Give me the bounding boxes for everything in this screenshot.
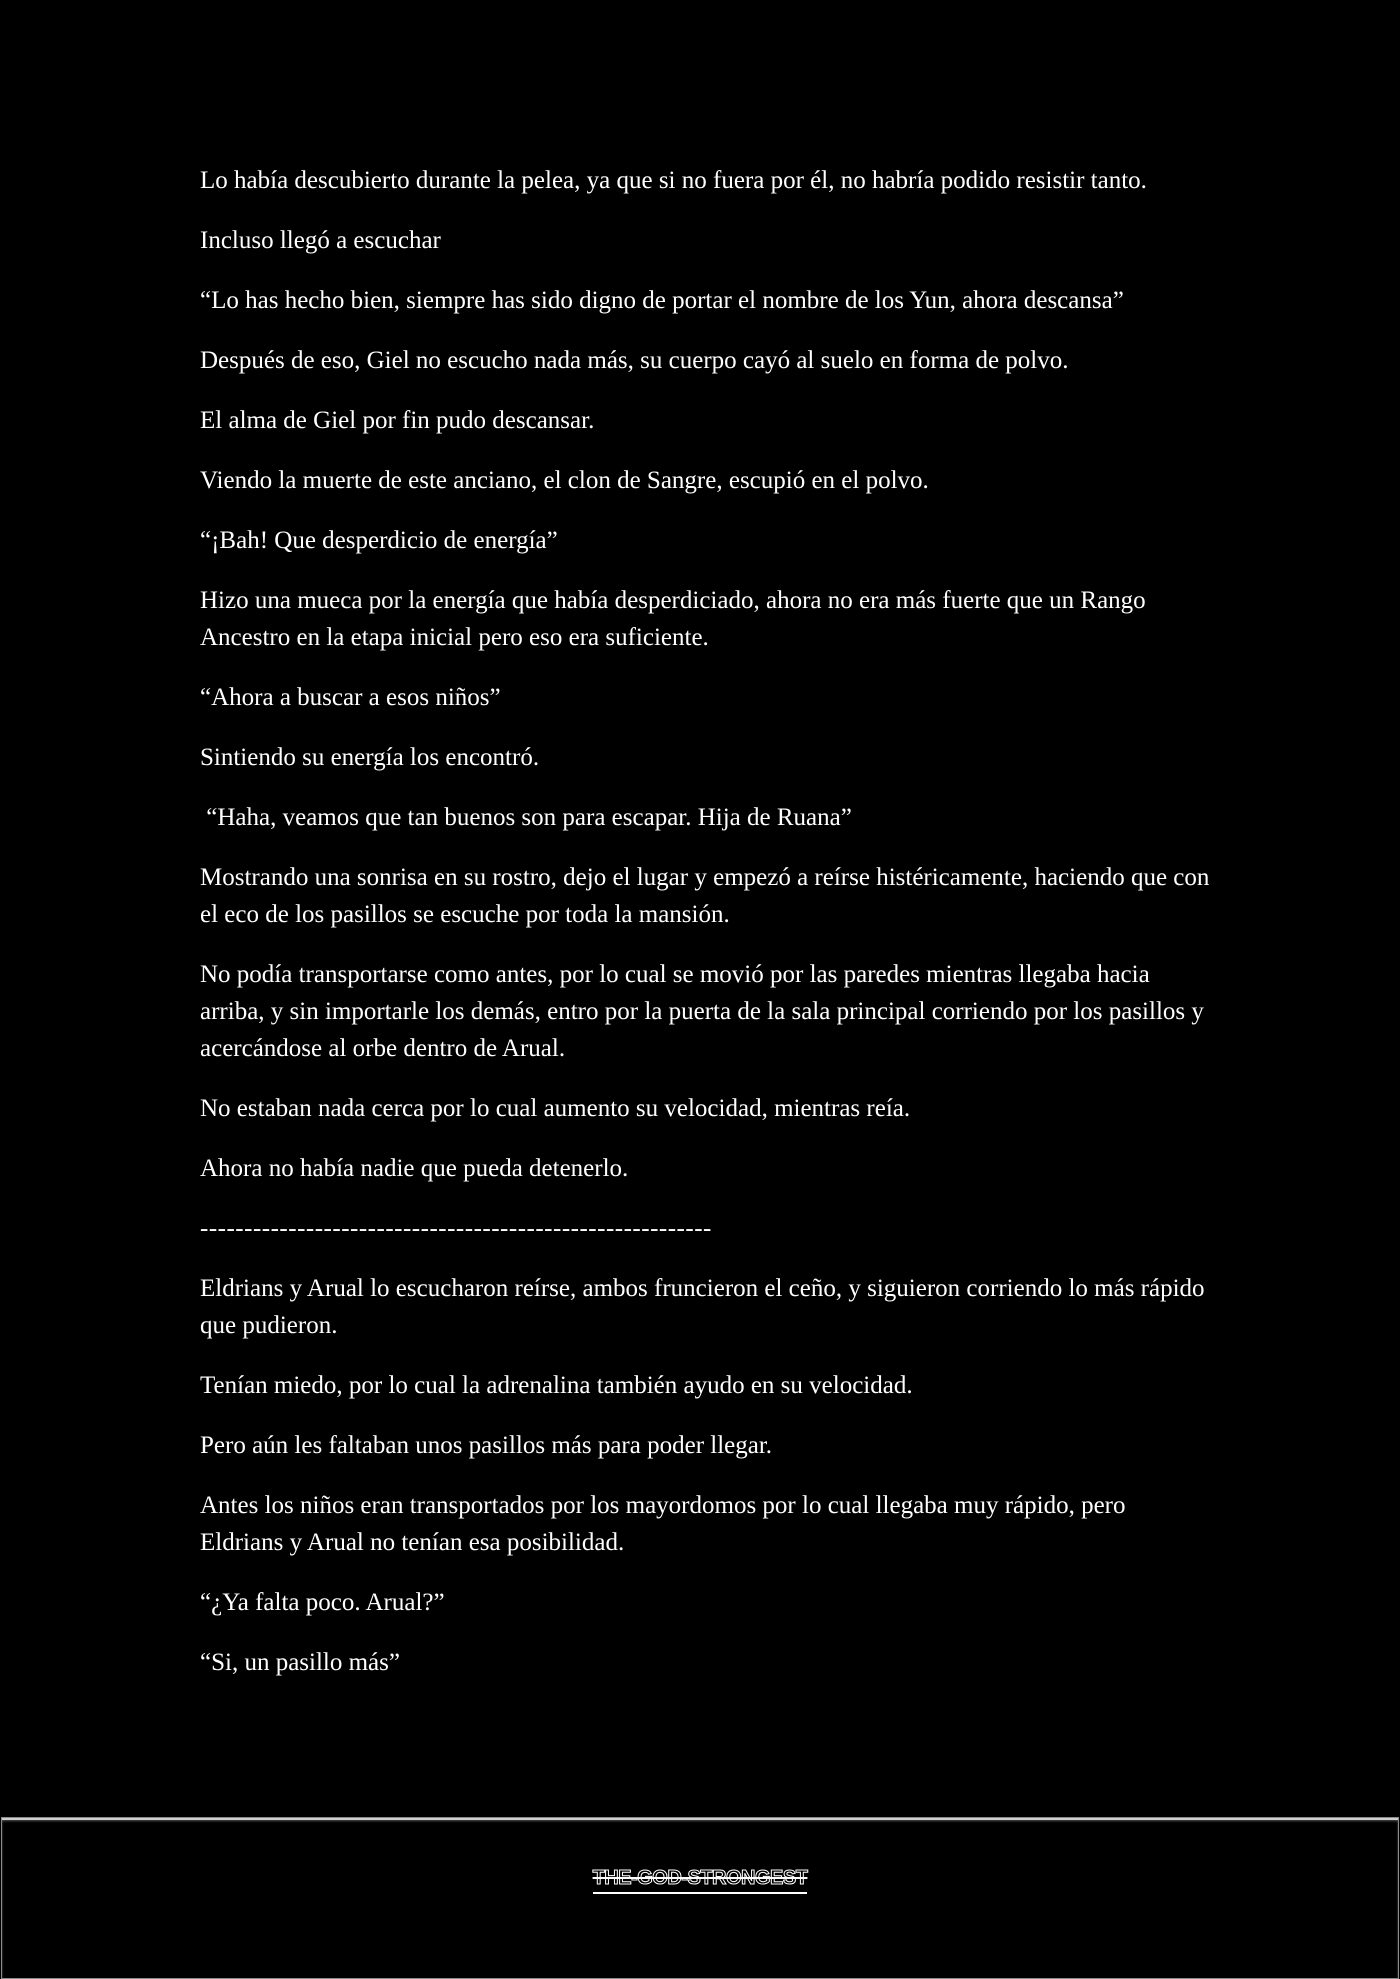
scene-separator: ---------------------------------------------------------- bbox=[200, 1215, 712, 1242]
brand-text: THE-GOD-STRONGEST bbox=[593, 1866, 808, 1894]
story-paragraph: Incluso llegó a escuchar bbox=[200, 227, 441, 254]
footer-panel bbox=[1, 1817, 1399, 1979]
story-paragraph: “Haha, veamos que tan buenos son para escapar. Hija de Ruana” bbox=[200, 804, 852, 831]
story-paragraph: Lo había descubierto durante la pelea, ya que si no fuera por él, no habría podido resistir tanto. bbox=[200, 167, 1147, 194]
story-paragraph: Pero aún les faltaban unos pasillos más para poder llegar. bbox=[200, 1432, 773, 1459]
story-paragraph: “Lo has hecho bien, siempre has sido digno de portar el nombre de los Yun, ahora descansa” bbox=[200, 287, 1124, 314]
story-paragraph: Sintiendo su energía los encontró. bbox=[200, 744, 540, 771]
story-paragraph: “¿Ya falta poco. Arual?” bbox=[200, 1589, 445, 1616]
story-text-column bbox=[200, 162, 1216, 1704]
story-paragraph: Antes los niños eran transportados por los mayordomos por lo cual llegaba muy rápido, pero Eldrians y Arual no tenían esa posibilidad. bbox=[200, 1492, 1132, 1556]
story-paragraph: Viendo la muerte de este anciano, el clon de Sangre, escupió en el polvo. bbox=[200, 467, 929, 494]
story-paragraph: El alma de Giel por fin pudo descansar. bbox=[200, 407, 595, 434]
story-paragraph: “Si, un pasillo más” bbox=[200, 1649, 400, 1676]
story-paragraph: Mostrando una sonrisa en su rostro, dejo el lugar y empezó a reírse histéricamente, haciendo que con el eco de los pasillos se escuche por toda la mansión. bbox=[200, 864, 1216, 928]
story-paragraph: Tenían miedo, por lo cual la adrenalina también ayudo en su velocidad. bbox=[200, 1372, 913, 1399]
story-paragraph: Hizo una mueca por la energía que había desperdiciado, ahora no era más fuerte que un Rango Ancestro en la etapa inicial pero eso era suficiente. bbox=[200, 587, 1151, 651]
story-paragraph: “¡Bah! Que desperdicio de energía” bbox=[200, 527, 558, 554]
story-paragraph: Ahora no había nadie que pueda detenerlo. bbox=[200, 1155, 629, 1182]
story-paragraph: No podía transportarse como antes, por lo cual se movió por las paredes mientras llegaba hacia arriba, y sin importarle los demás, entro por la puerta de la sala principal corriendo por los pasillos y acercándose al orbe dentro de Arual. bbox=[200, 961, 1211, 1062]
story-paragraph: Eldrians y Arual lo escucharon reírse, ambos fruncieron el ceño, y siguieron corriendo lo más rápido que pudieron. bbox=[200, 1275, 1211, 1339]
story-paragraph: “Ahora a buscar a esos niños” bbox=[200, 684, 501, 711]
story-paragraph: No estaban nada cerca por lo cual aumento su velocidad, mientras reía. bbox=[200, 1095, 911, 1122]
brand-watermark bbox=[0, 1866, 1400, 1894]
story-paragraph: Después de eso, Giel no escucho nada más, su cuerpo cayó al suelo en forma de polvo. bbox=[200, 347, 1069, 374]
